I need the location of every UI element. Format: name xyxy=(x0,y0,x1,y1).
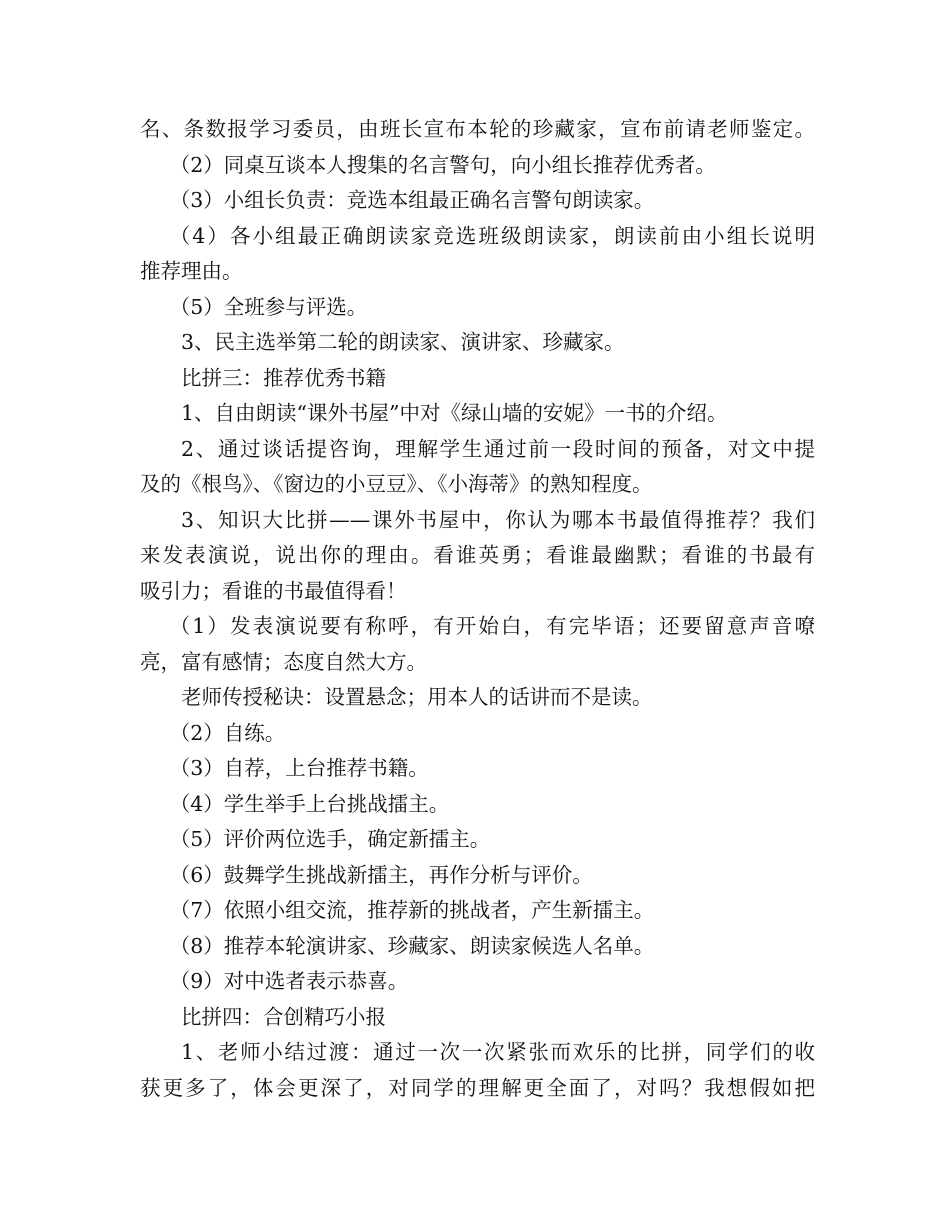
paragraph-line: （3）自荐，上台推荐书籍。 xyxy=(169,756,429,780)
paragraph-line: （5）全班参与评选。 xyxy=(169,294,368,319)
paragraph-line: （3）小组长负责：竞选本组最正确名言警句朗读家。 xyxy=(169,188,655,212)
paragraph-line: （4）学生举手上台挑战擂主。 xyxy=(169,791,450,816)
paragraph-line: （5）评价两位选手，确定新擂主。 xyxy=(169,827,491,851)
paragraph-line: 获更多了，体会更深了，对同学的理解更全面了，对吗？我想假如把 xyxy=(140,1075,815,1100)
paragraph-line: 3、知识大比拼——课外书屋中，你认为哪本书最值得推荐？我们 xyxy=(181,507,815,532)
paragraph-line: （1）发表演说要有称呼，有开始白，有完毕语；还要留意声音嘹 xyxy=(169,614,815,638)
paragraph-line: （6）鼓舞学生挑战新擂主，再作分析与评价。 xyxy=(169,862,593,887)
paragraph-line: （7）依照小组交流，推荐新的挑战者，产生新擂主。 xyxy=(169,898,655,922)
document-page xyxy=(140,112,815,1106)
paragraph-line: （2）同桌互谈本人搜集的名言警句，向小组长推荐优秀者。 xyxy=(169,152,716,177)
paragraph-line: （9）对中选者表示恭喜。 xyxy=(169,969,409,993)
paragraph-line: 名、条数报学习委员，由班长宣布本轮的珍藏家，宣布前请老师鉴定。 xyxy=(140,117,815,141)
paragraph-line: 2、通过谈话提咨询，理解学生通过前一段时间的预备，对文中提 xyxy=(181,436,815,461)
section-heading: 比拼四：合创精巧小报 xyxy=(181,1004,386,1029)
paragraph-line: 1、自由朗读“课外书屋”中对《绿山墙的安妮》一书的介绍。 xyxy=(181,401,728,425)
paragraph-line: 1、老师小结过渡：通过一次一次紧张而欢乐的比拼，同学们的收 xyxy=(181,1040,815,1064)
paragraph-line: 3、民主选举第二轮的朗读家、演讲家、珍藏家。 xyxy=(181,330,625,354)
paragraph-line: 及的《根鸟》、《窗边的小豆豆》、《小海蒂》的熟知程度。 xyxy=(140,472,653,496)
paragraph-line: 亮，富有感情；态度自然大方。 xyxy=(140,649,427,674)
paragraph-line: （8）推荐本轮演讲家、珍藏家、朗读家候选人名单。 xyxy=(169,933,655,958)
section-heading: 比拼三：推荐优秀书籍 xyxy=(181,365,386,390)
paragraph-line: 推荐理由。 xyxy=(140,259,243,283)
paragraph-line: （4）各小组最正确朗读家竞选班级朗读家，朗读前由小组长说明 xyxy=(169,223,815,248)
paragraph-line: 吸引力；看谁的书最值得看！ xyxy=(140,578,407,603)
paragraph-line: 老师传授秘诀：设置悬念；用本人的话讲而不是读。 xyxy=(181,685,653,709)
paragraph-line: （2）自练。 xyxy=(169,720,286,745)
paragraph-line: 来发表演说，说出你的理由。看谁英勇；看谁最幽默；看谁的书最有 xyxy=(140,543,815,567)
